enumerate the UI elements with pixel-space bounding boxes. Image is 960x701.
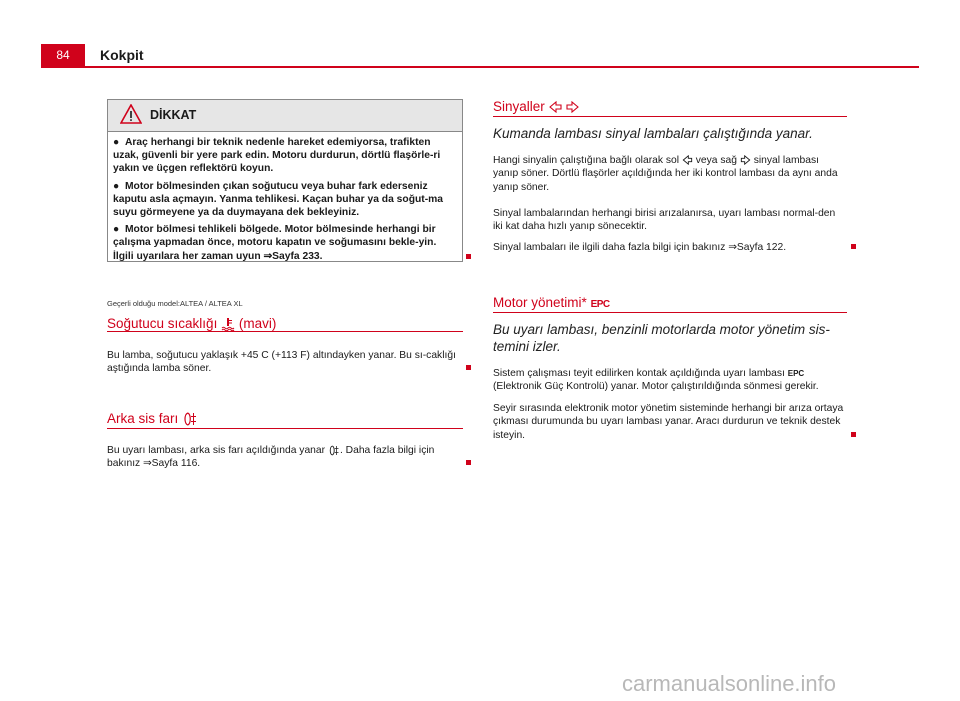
warning-triangle-icon — [120, 104, 142, 124]
watermark: carmanualsonline.info — [622, 671, 837, 696]
right-turn-icon — [740, 155, 751, 165]
turn-signal-para: Hangi sinyalin çalıştığına bağlı olarak sol veya sağ sinyal lambası yanıp söner. Dörtlü flaşörler açıldığında her iki kontrol lambası da aynı anda yanıp söner. — [493, 155, 838, 193]
turn-signal-para: Sinyal lambaları ile ilgili daha fazla bilgi için bakınız ⇒Sayfa 122. — [493, 242, 787, 253]
turn-signal-heading: Sinyaller — [493, 98, 579, 115]
end-marker — [851, 432, 856, 437]
end-marker — [466, 254, 471, 259]
fog-heading: Arka sis farı — [107, 410, 198, 427]
coolant-temperature-icon — [221, 317, 235, 331]
section-rule — [493, 312, 847, 313]
engine-management-para: Seyir sırasında elektronik motor yönetim sisteminde herhangi bir arıza ortaya çıkması durumunda bu uyarı lambası yanar. Aracı durdurun ve teknik destek isteyin. — [493, 403, 844, 441]
turn-signal-para: Sinyal lambalarından herhangi birisi arızalanırsa, uyarı lambası normal-den iki kat daha hızlı yanıp sönecektir. — [493, 208, 836, 233]
coolant-heading: Soğutucu sıcaklığı (mavi) — [107, 316, 277, 331]
coolant-text: Bu lamba, soğutucu yaklaşık +45 C (+113 F) altındayken yanar. Bu sı-caklığı aştığında lamba söner. — [107, 350, 456, 375]
warning-item: ● Motor bölmesi tehlikeli bölgede. Motor bölmesinde herhangi bir çalışma yapmadan önce, motoru kapatın ve soğumasını bekle-yin. İlgili uyarılara her zaman uyun ⇒Sayfa 233. — [113, 224, 437, 262]
end-marker — [466, 365, 471, 370]
warning-body — [108, 132, 462, 263]
warning-box — [107, 99, 463, 262]
rear-fog-light-icon — [328, 445, 340, 456]
section-rule — [107, 331, 463, 332]
section-rule — [493, 116, 847, 117]
epc-icon: EPC — [787, 369, 805, 378]
page-title: Kokpit — [100, 47, 144, 63]
epc-icon: EPC — [590, 299, 610, 310]
end-marker — [466, 460, 471, 465]
turn-signal-icon — [549, 101, 579, 113]
warning-item: ● Araç herhangi bir teknik nedenle hareket edemiyorsa, trafikten uzak, güvenli bir yere park edin. Motoru durdurun, dörtlü flaşörle-ri yakın ve üçgen reflektörü koyun. — [113, 137, 441, 175]
page-number: 84 — [41, 44, 85, 66]
end-marker — [851, 244, 856, 249]
engine-management-heading: Motor yönetimi* EPC — [493, 295, 610, 310]
warning-header — [108, 100, 462, 132]
left-turn-icon — [682, 155, 693, 165]
section-rule — [107, 428, 463, 429]
warning-title: DİKKAT — [150, 108, 197, 122]
engine-management-para: Sistem çalışması teyit edilirken kontak açıldığında uyarı lambası EPC (Elektronik Güç Kontrolü) yanar. Motor çalıştırıldığında sönmesi gerekir. — [493, 368, 819, 393]
model-note: Geçerli olduğu model:ALTEA / ALTEA XL — [107, 299, 243, 308]
turn-signal-lead: Kumanda lambası sinyal lambaları çalıştığında yanar. — [493, 126, 813, 141]
rear-fog-light-icon — [182, 412, 198, 426]
warning-item: ● Motor bölmesinden çıkan soğutucu veya buhar fark ederseniz kaputu asla açmayın. Yanma tehlikesi. Kaçan buhar ya da soğut-ma suyu görmeyene ya da duymayana dek bekleyiniz. — [113, 180, 444, 219]
fog-text: Bu uyarı lambası, arka sis farı açıldığında yanar . Daha fazla bilgi için bakınız ⇒Sayfa 116. — [107, 445, 435, 470]
header-rule — [41, 66, 919, 68]
engine-management-lead: Bu uyarı lambası, benzinli motorlarda motor yönetim sis-temini izler. — [493, 322, 830, 354]
